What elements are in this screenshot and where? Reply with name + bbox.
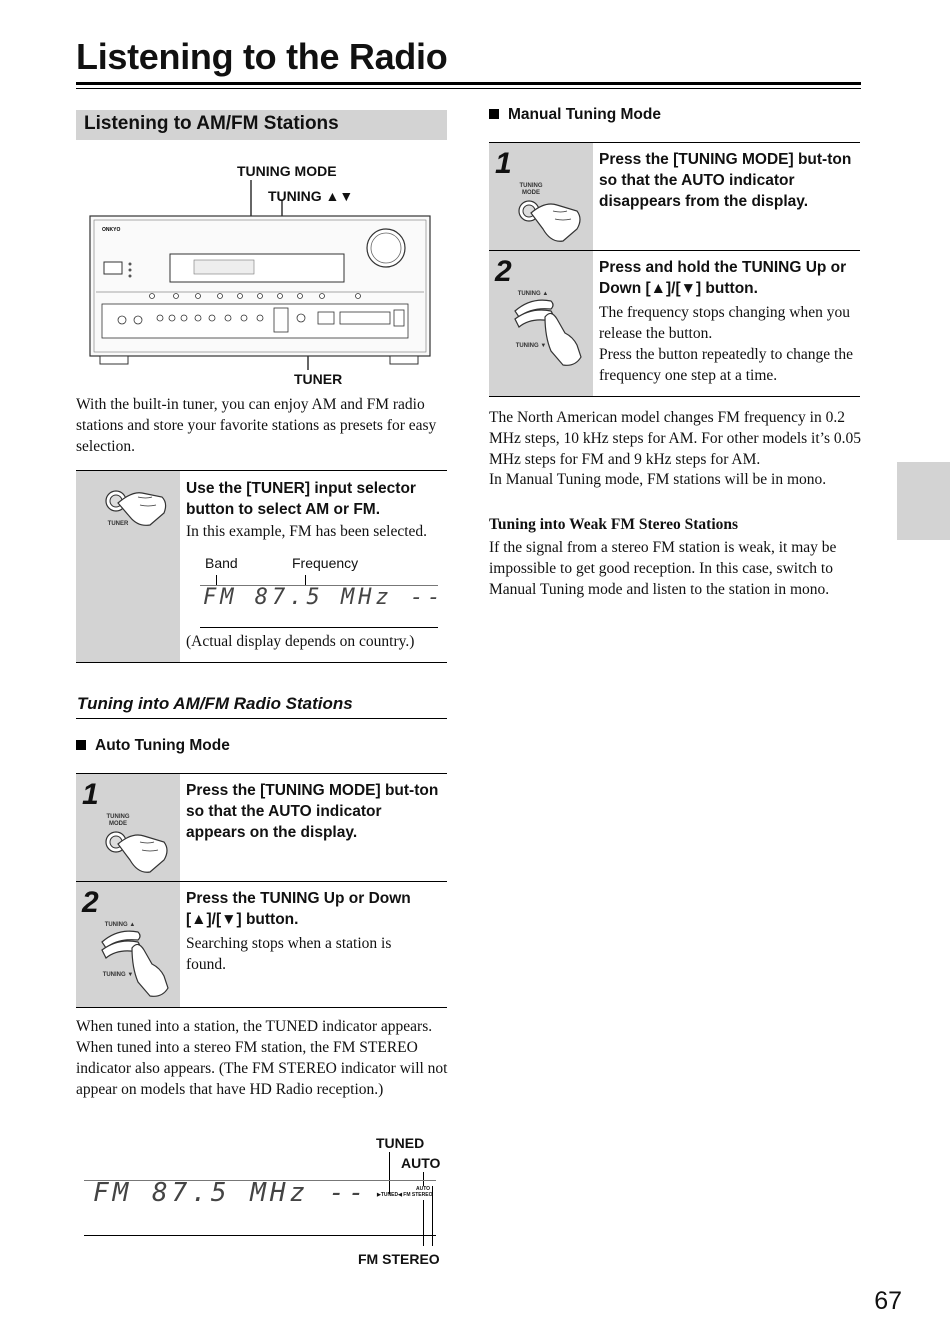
manual-step-2-title: Press and hold the TUNING Up or Down [▲]/[▼] button. — [599, 259, 847, 297]
auto-tuning-heading-text: Auto Tuning Mode — [95, 737, 230, 754]
tuner-step-title: Use the [TUNER] input selector button to select AM or FM. — [186, 480, 416, 518]
step-icon-panel — [76, 774, 180, 881]
tuning-up-icon-label: TUNING ▲ — [104, 922, 136, 928]
step-number: 1 — [495, 147, 512, 180]
tuning-mode-icon-label: TUNING MODE — [519, 183, 543, 196]
step-icon-panel — [489, 143, 593, 250]
tuner-step-desc: In this example, FM has been selected. — [186, 523, 428, 540]
tuner-step-box — [76, 470, 447, 663]
manual-note-mono: In Manual Tuning mode, FM stations will be in mono. — [489, 471, 827, 488]
chapter-tab — [897, 462, 950, 540]
manual-tuning-heading-text: Manual Tuning Mode — [508, 106, 661, 123]
page-title: Listening to the Radio — [76, 36, 448, 77]
label-auto: AUTO — [401, 1155, 441, 1171]
step-number: 2 — [82, 886, 99, 919]
square-bullet-icon — [489, 109, 499, 119]
mini-tuned-indicator: ▶TUNED◀ FM STEREO — [377, 1192, 433, 1198]
frequency-leader — [305, 575, 306, 585]
auto-step-2-desc: Searching stops when a station is found. — [186, 935, 392, 973]
display-bottom-rule — [200, 627, 438, 628]
mini-auto-indicator: AUTO — [416, 1186, 431, 1192]
tuning-mode-icon-label: TUNING MODE — [106, 814, 130, 827]
band-label: Band — [205, 555, 238, 571]
display2-bottom-rule — [84, 1235, 436, 1236]
manual-tuning-heading — [489, 106, 661, 124]
fm-stereo-leader-2 — [432, 1186, 433, 1246]
weak-stations-text: If the signal from a stereo FM station is weak, it may be impossible to get good reception. In this case, switch to Manual Tuning mode and listen to the station in mono. — [489, 539, 837, 598]
step-number: 1 — [82, 778, 99, 811]
auto-step-2-title: Press the TUNING Up or Down [▲]/[▼] button. — [186, 890, 411, 928]
hand-press-icon — [515, 197, 587, 247]
section-heading: Listening to AM/FM Stations — [84, 113, 339, 134]
subheading-rule — [76, 718, 447, 719]
frequency-label: Frequency — [292, 555, 359, 571]
step-number: 2 — [495, 255, 512, 288]
tuning-rocker-icon — [98, 928, 174, 1000]
manual-step-2-desc-2: Press the button repeatedly to change the frequency one step at a time. — [599, 346, 853, 384]
tuning-down-icon-label: TUNING ▼ — [515, 343, 547, 349]
manual-step-1-title: Press the [TUNING MODE] but-ton so that the AUTO indicator disappears from the display. — [599, 151, 852, 210]
label-fm-stereo: FM STEREO — [358, 1251, 440, 1267]
tuning-down-icon-label: TUNING ▼ — [102, 972, 134, 978]
label-tuner: TUNER — [294, 371, 343, 387]
label-tuning-mode: TUNING MODE — [237, 163, 337, 179]
band-leader — [216, 575, 217, 585]
weak-stations-heading: Tuning into Weak FM Stereo Stations — [489, 516, 739, 533]
step-icon-panel — [76, 471, 180, 662]
step-icon-panel — [489, 251, 593, 396]
tuning-rocker-icon — [511, 297, 587, 369]
tuner-display: FM 87.5 MHz -- — [203, 585, 445, 610]
manual-step-1 — [489, 142, 860, 251]
svg-text:ONKYO: ONKYO — [102, 227, 121, 233]
receiver-illustration — [88, 180, 436, 370]
label-tuned: TUNED — [376, 1135, 425, 1151]
square-bullet-icon — [76, 740, 86, 750]
tuning-subheading: Tuning into AM/FM Radio Stations — [77, 694, 353, 713]
tuner-icon-label: TUNER — [107, 521, 129, 527]
title-rule — [76, 82, 861, 85]
auto-step-1 — [76, 773, 447, 882]
tuned-indicator-text: When tuned into a station, the TUNED indicator appears. When tuned into a stereo FM station, the FM STEREO indicator also appears. (The FM STEREO indicator will not appear on models that have HD Radio reception.) — [76, 1018, 448, 1098]
auto-leader — [423, 1172, 424, 1186]
section-heading-bar — [76, 110, 447, 140]
manual-step-2 — [489, 250, 860, 397]
hand-press-icon — [102, 828, 174, 878]
fm-stereo-leader — [423, 1200, 424, 1246]
auto-step-1-title: Press the [TUNING MODE] but-ton so that the AUTO indicator appears on the display. — [186, 782, 439, 841]
step-icon-panel — [76, 882, 180, 1007]
intro-text: With the built-in tuner, you can enjoy AM and FM radio stations and store your favorite stations as presets for easy selection. — [76, 396, 437, 455]
tuned-display: FM 87.5 MHz -- — [93, 1178, 369, 1208]
page-number: 67 — [874, 1287, 902, 1315]
tuned-leader — [389, 1152, 390, 1194]
manual-step-2-desc-1: The frequency stops changing when you release the button. — [599, 304, 850, 342]
tuning-up-icon-label: TUNING ▲ — [517, 291, 549, 297]
manual-note-steps: The North American model changes FM frequency in 0.2 MHz steps, 10 kHz steps for AM. For other models it’s 0.05 MHz steps for FM and 9 kHz steps for AM. — [489, 409, 861, 468]
title-rule-thin — [76, 88, 861, 89]
display-note: (Actual display depends on country.) — [186, 633, 415, 650]
auto-tuning-heading — [76, 737, 230, 755]
auto-step-2 — [76, 881, 447, 1008]
label-tuning: TUNING ▲▼ — [268, 188, 354, 204]
